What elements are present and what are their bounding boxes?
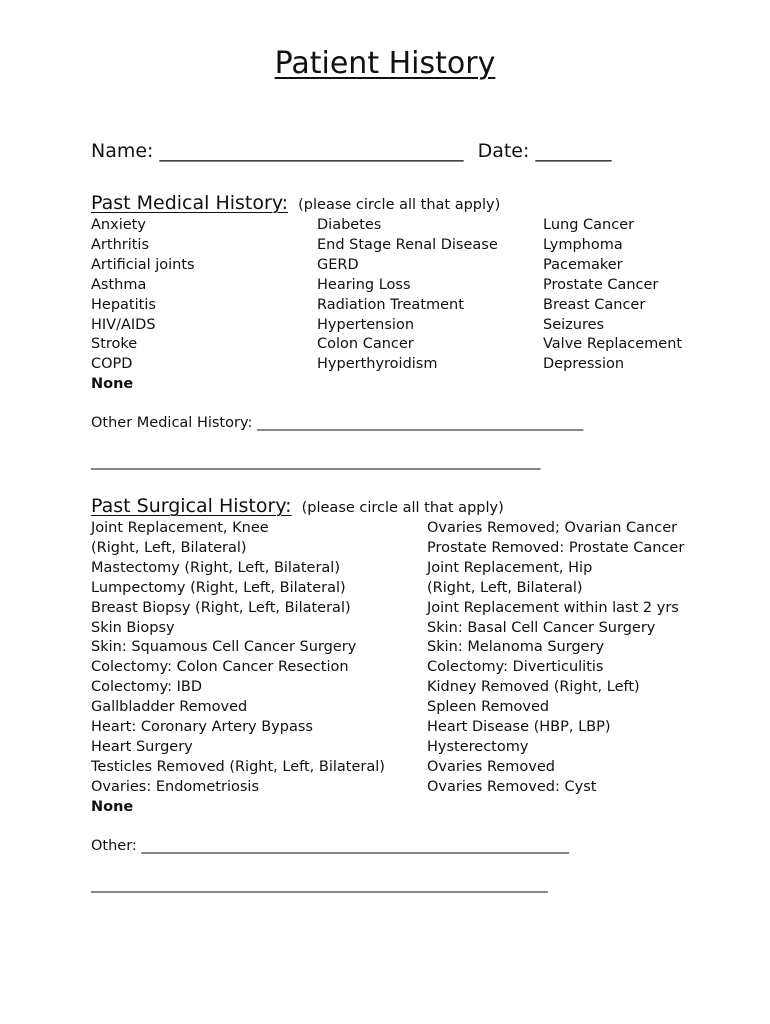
surgical-option[interactable]: (Right, Left, Bilateral) xyxy=(91,539,247,556)
surgical-option[interactable]: Colectomy: Diverticulitis xyxy=(427,659,604,676)
surgical-option-none[interactable]: None xyxy=(91,798,134,815)
medical-option[interactable]: Asthma xyxy=(91,276,147,293)
medical-option[interactable]: GERD xyxy=(317,256,359,273)
other-medical-label: Other Medical History: xyxy=(91,415,257,431)
medical-option[interactable]: End Stage Renal Disease xyxy=(317,236,498,253)
surgical-option[interactable]: Breast Biopsy (Right, Left, Bilateral) xyxy=(91,599,351,616)
medical-option[interactable]: Valve Replacement xyxy=(543,336,683,353)
surgical-option[interactable]: Colectomy: IBD xyxy=(91,679,203,696)
surgical-option[interactable]: Colectomy: Colon Cancer Resection xyxy=(91,659,349,676)
surgical-option[interactable]: Skin Biopsy xyxy=(91,619,175,636)
name-label: Name: xyxy=(91,140,154,162)
surgical-col-1 xyxy=(91,519,385,818)
surgical-option[interactable]: (Right, Left, Bilateral) xyxy=(427,579,583,596)
medical-option[interactable]: Stroke xyxy=(91,336,138,353)
surgical-option[interactable]: Skin: Melanoma Surgery xyxy=(427,639,605,656)
medical-option[interactable]: Prostate Cancer xyxy=(543,276,659,293)
surgical-option[interactable]: Kidney Removed (Right, Left) xyxy=(427,679,640,696)
other-medical-field-2[interactable]: ______________________________________________________________ xyxy=(91,454,541,470)
medical-option[interactable]: Artificial joints xyxy=(91,256,195,273)
surgical-option[interactable]: Joint Replacement, Hip xyxy=(427,559,593,576)
surgical-option[interactable]: Heart Disease (HBP, LBP) xyxy=(427,719,611,736)
date-label: Date: xyxy=(477,140,530,162)
surgical-option[interactable]: Testicles Removed (Right, Left, Bilateral) xyxy=(91,758,385,775)
medical-option[interactable]: Hyperthyroidism xyxy=(317,356,438,373)
medical-option[interactable]: Lymphoma xyxy=(543,236,623,253)
medical-option[interactable]: Arthritis xyxy=(91,236,150,253)
surgical-option[interactable]: Mastectomy (Right, Left, Bilateral) xyxy=(91,559,340,576)
surgical-option[interactable]: Prostate Removed: Prostate Cancer xyxy=(427,539,685,556)
other-medical-field[interactable]: _____________________________________________ xyxy=(256,415,584,431)
surgical-option[interactable]: Lumpectomy (Right, Left, Bilateral) xyxy=(91,579,346,596)
medical-option[interactable]: Hypertension xyxy=(317,316,415,333)
medical-history-heading xyxy=(91,192,500,214)
other-surgical-field-2[interactable]: _______________________________________________________________ xyxy=(91,877,548,893)
medical-option[interactable]: Diabetes xyxy=(317,217,382,233)
medical-col-1 xyxy=(91,216,195,395)
name-date-row xyxy=(91,140,611,162)
page-title: Patient History xyxy=(274,46,496,81)
surgical-option[interactable]: Ovaries: Endometriosis xyxy=(91,778,259,795)
medical-option[interactable]: Depression xyxy=(543,356,625,373)
medical-option[interactable]: Seizures xyxy=(543,316,605,333)
medical-history-title: Past Medical History: xyxy=(91,192,289,214)
name-field[interactable]: ________________________________ xyxy=(159,140,464,162)
surgical-option[interactable]: Ovaries Removed: Cyst xyxy=(427,778,597,795)
surgical-option[interactable]: Spleen Removed xyxy=(427,699,550,716)
surgical-option[interactable]: Hysterectomy xyxy=(427,738,529,755)
surgical-option[interactable]: Joint Replacement, Knee xyxy=(91,520,269,536)
medical-option[interactable]: Breast Cancer xyxy=(543,296,646,313)
other-surgical-row xyxy=(91,838,569,854)
surgical-option[interactable]: Gallbladder Removed xyxy=(91,699,248,716)
medical-option[interactable]: Hearing Loss xyxy=(317,276,411,293)
medical-col-2 xyxy=(317,216,498,375)
other-surgical-field[interactable]: ___________________________________________________________ xyxy=(141,838,570,854)
medical-option[interactable]: Radiation Treatment xyxy=(317,296,464,313)
surgical-option[interactable]: Ovaries Removed xyxy=(427,758,556,775)
surgical-option[interactable]: Joint Replacement within last 2 yrs xyxy=(427,599,679,616)
surgical-option[interactable]: Skin: Basal Cell Cancer Surgery xyxy=(427,619,656,636)
medical-option-none[interactable]: None xyxy=(91,376,134,393)
medical-history-note: (please circle all that apply) xyxy=(298,197,501,213)
date-field[interactable]: ________ xyxy=(535,140,612,162)
surgical-option[interactable]: Ovaries Removed; Ovarian Cancer xyxy=(427,520,678,536)
other-surgical-label: Other: xyxy=(91,838,142,854)
medical-option[interactable]: Hepatitis xyxy=(91,296,156,313)
surgical-option[interactable]: Skin: Squamous Cell Cancer Surgery xyxy=(91,639,357,656)
medical-option[interactable]: Lung Cancer xyxy=(543,217,635,233)
medical-option[interactable]: Colon Cancer xyxy=(317,336,414,353)
surgical-history-title: Past Surgical History: xyxy=(91,495,292,517)
surgical-option[interactable]: Heart Surgery xyxy=(91,738,193,755)
surgical-history-note: (please circle all that apply) xyxy=(301,500,504,516)
medical-option[interactable]: COPD xyxy=(91,356,133,373)
medical-option[interactable]: HIV/AIDS xyxy=(91,316,156,333)
surgical-option[interactable]: Heart: Coronary Artery Bypass xyxy=(91,719,313,736)
medical-option[interactable]: Pacemaker xyxy=(543,256,623,273)
medical-option[interactable]: Anxiety xyxy=(91,217,146,233)
surgical-col-2 xyxy=(427,519,684,798)
surgical-history-heading xyxy=(91,495,504,517)
medical-col-3 xyxy=(543,216,682,375)
other-medical-row xyxy=(91,415,583,431)
